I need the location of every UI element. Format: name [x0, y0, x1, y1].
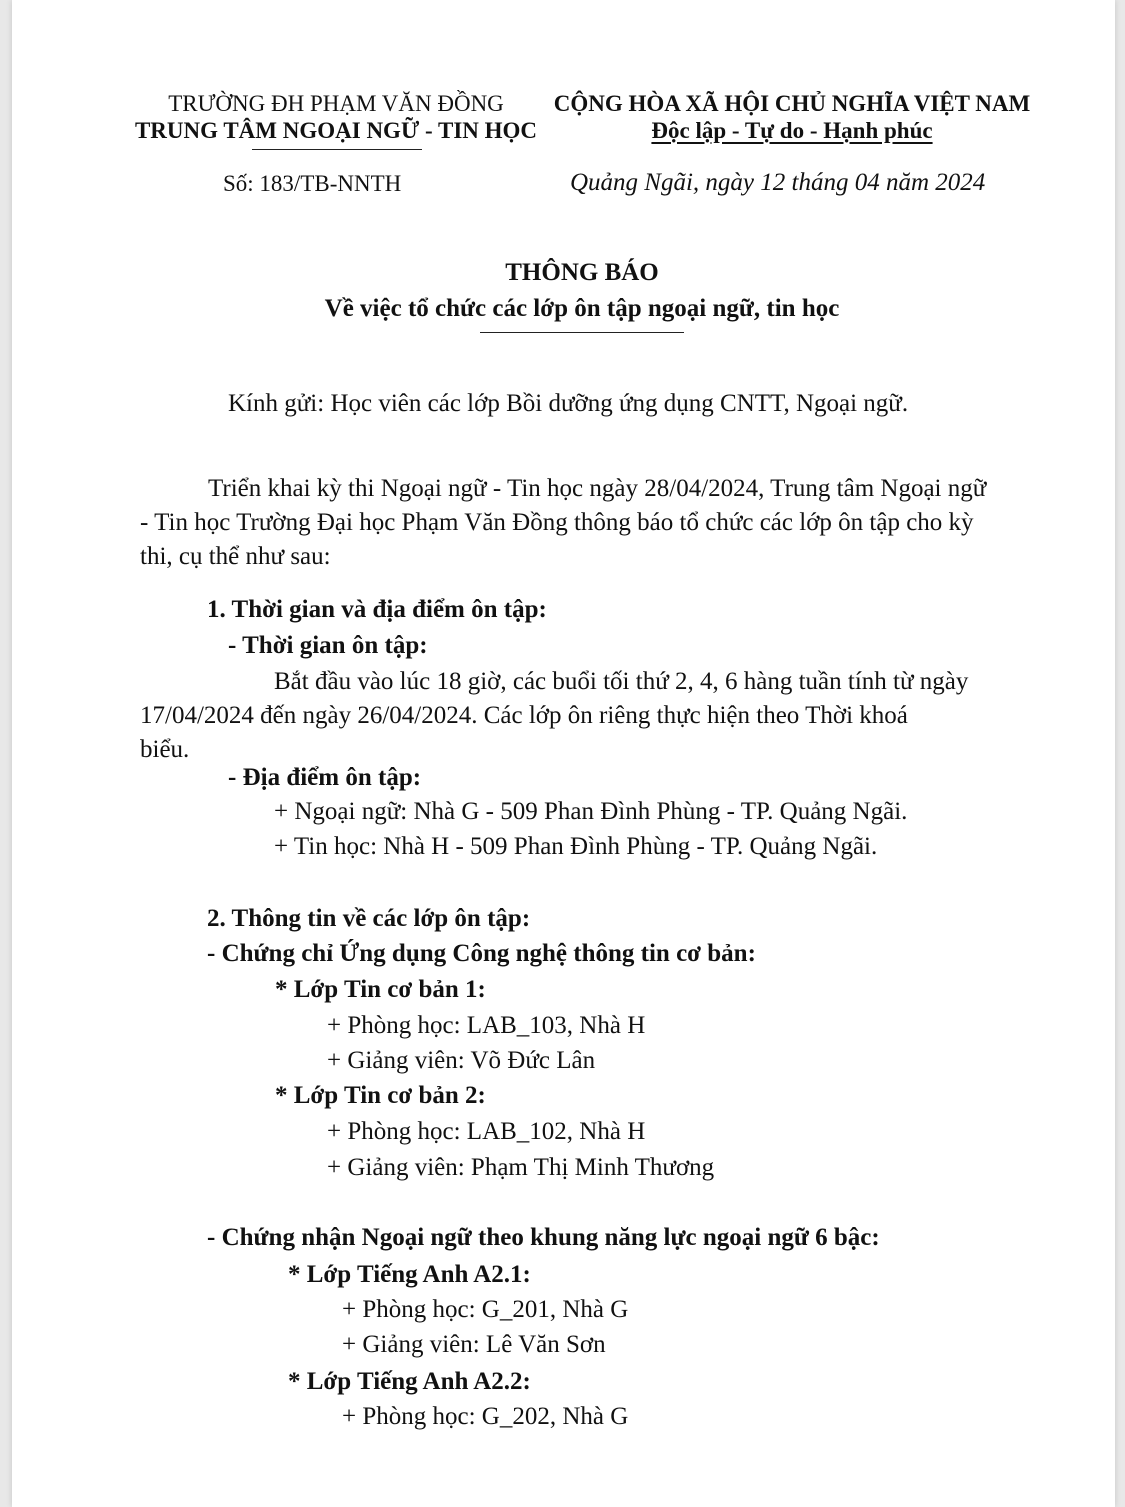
document-page — [12, 0, 1115, 1507]
it-class-1-teacher: + Giảng viên: Võ Đức Lân — [327, 1047, 596, 1074]
it-class-2-teacher: + Giảng viên: Phạm Thị Minh Thương — [327, 1154, 715, 1181]
lang-class-1-teacher: + Giảng viên: Lê Văn Sơn — [342, 1331, 606, 1358]
document-subtitle: Về việc tổ chức các lớp ôn tập ngoại ngữ, tin học — [324, 295, 840, 322]
title-underline — [480, 332, 684, 333]
intro-line-2: - Tin học Trường Đại học Phạm Văn Đồng thông báo tổ chức các lớp ôn tập cho kỳ — [140, 509, 974, 536]
time-line-2: 17/04/2024 đến ngày 26/04/2024. Các lớp ôn riêng thực hiện theo Thời khoá — [140, 702, 908, 729]
it-class-1-name: * Lớp Tin cơ bản 1: — [275, 976, 486, 1003]
org-unit: TRUNG TÂM NGOẠI NGỮ - TIN HỌC — [134, 118, 538, 143]
it-class-2-room: + Phòng học: LAB_102, Nhà H — [327, 1118, 646, 1145]
lang-class-2-room: + Phòng học: G_202, Nhà G — [342, 1403, 629, 1430]
place-it: + Tin học: Nhà H - 509 Phan Đình Phùng - TP. Quảng Ngãi. — [274, 833, 878, 860]
it-class-1-room: + Phòng học: LAB_103, Nhà H — [327, 1012, 646, 1039]
time-line-1: Bắt đầu vào lúc 18 giờ, các buổi tối thứ 2, 4, 6 hàng tuần tính từ ngày — [274, 668, 969, 695]
time-heading: - Thời gian ôn tập: — [228, 632, 428, 659]
lang-class-1-name: * Lớp Tiếng Anh A2.1: — [288, 1261, 531, 1288]
nation-title: CỘNG HÒA XÃ HỘI CHỦ NGHĨA VIỆT NAM — [553, 91, 1031, 116]
it-cert-heading: - Chứng chỉ Ứng dụng Công nghệ thông tin cơ bản: — [207, 940, 756, 967]
org-parent: TRƯỜNG ĐH PHẠM VĂN ĐỒNG — [168, 91, 504, 116]
org-underline — [252, 149, 422, 150]
section-1-heading: 1. Thời gian và địa điểm ôn tập: — [207, 596, 547, 623]
place-date: Quảng Ngãi, ngày 12 tháng 04 năm 2024 — [570, 169, 986, 196]
nation-motto: Độc lập - Tự do - Hạnh phúc — [651, 118, 933, 143]
intro-line-1: Triển khai kỳ thi Ngoại ngữ - Tin học ngày 28/04/2024, Trung tâm Ngoại ngữ — [208, 475, 987, 502]
lang-class-2-name: * Lớp Tiếng Anh A2.2: — [288, 1368, 531, 1395]
document-title: THÔNG BÁO — [505, 259, 659, 286]
language-cert-heading: - Chứng nhận Ngoại ngữ theo khung năng lực ngoại ngữ 6 bậc: — [207, 1224, 880, 1251]
it-class-2-name: * Lớp Tin cơ bản 2: — [275, 1082, 486, 1109]
place-language: + Ngoại ngữ: Nhà G - 509 Phan Đình Phùng - TP. Quảng Ngãi. — [274, 798, 908, 825]
intro-line-3: thi, cụ thể như sau: — [140, 543, 331, 570]
lang-class-1-room: + Phòng học: G_201, Nhà G — [342, 1296, 629, 1323]
recipient-line: Kính gửi: Học viên các lớp Bồi dưỡng ứng dụng CNTT, Ngoại ngữ. — [228, 390, 909, 417]
place-heading: - Địa điểm ôn tập: — [228, 764, 422, 791]
section-2-heading: 2. Thông tin về các lớp ôn tập: — [207, 905, 531, 932]
doc-number: Số: 183/TB-NNTH — [223, 171, 402, 196]
time-line-3: biểu. — [140, 736, 190, 763]
